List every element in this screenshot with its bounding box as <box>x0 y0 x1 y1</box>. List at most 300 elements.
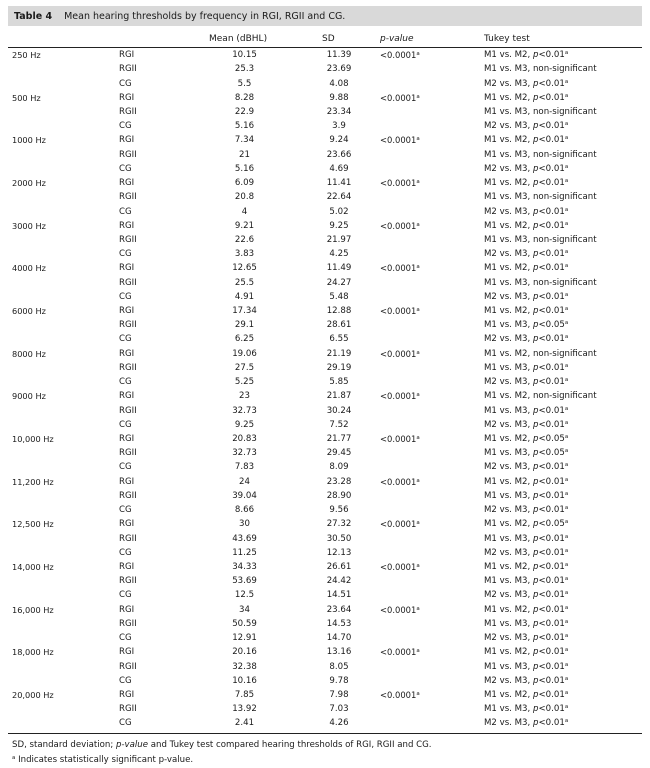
cell-group: RGI <box>119 689 135 700</box>
significance-marker: a <box>564 633 569 640</box>
significance-marker: a <box>564 50 569 57</box>
table-row <box>8 276 642 290</box>
cell-mean: 50.59 <box>232 618 257 629</box>
cell-pvalue <box>380 263 484 273</box>
significance-marker: a <box>564 163 569 170</box>
cell-group: RGII <box>119 576 137 587</box>
table-caption <box>8 6 642 26</box>
cell-tukey <box>484 690 642 700</box>
table-row <box>8 446 642 460</box>
cell-mean: 10.16 <box>232 675 257 686</box>
cell-tukey <box>484 562 642 572</box>
significance-marker: a <box>564 334 569 341</box>
cell-mean: 6.09 <box>234 178 255 189</box>
cell-frequency: 9000 Hz <box>12 391 46 402</box>
significance-marker: a <box>416 264 420 271</box>
significance-marker: a <box>416 307 420 314</box>
cell-tukey <box>484 278 642 288</box>
cell-mean: 5.25 <box>234 377 255 388</box>
cell-sd: 29.45 <box>326 448 352 459</box>
cell-tukey <box>484 320 642 330</box>
cell-tukey <box>484 79 642 89</box>
table-row <box>8 219 642 233</box>
cell-mean: 22.9 <box>234 106 255 117</box>
significance-marker: a <box>564 533 569 540</box>
cell-mean: 43.69 <box>232 533 257 544</box>
tukey-text: M1 vs. M3, p<0.01 <box>484 533 565 544</box>
cell-sd: 7.03 <box>329 704 349 715</box>
tukey-text: M2 vs. M3, p<0.01 <box>484 633 565 644</box>
pvalue-text: <0.0001 <box>380 647 417 658</box>
cell-tukey <box>484 178 642 188</box>
pvalue-text: <0.0001 <box>380 434 417 445</box>
table-footnotes <box>8 739 642 767</box>
cell-mean: 9.21 <box>234 220 255 231</box>
cell-sd: 23.64 <box>326 604 352 615</box>
significance-marker: a <box>416 648 420 655</box>
cell-mean: 23 <box>239 391 250 402</box>
cell-mean: 13.92 <box>232 704 257 715</box>
table-row <box>8 389 642 403</box>
tukey-text: M2 vs. M3, p<0.01 <box>484 590 565 601</box>
cell-sd: 21.87 <box>326 391 352 402</box>
tukey-text: M1 vs. M3, p<0.05 <box>484 320 565 331</box>
significance-marker: a <box>564 547 569 554</box>
cell-mean: 29.1 <box>234 320 255 331</box>
cell-tukey <box>484 662 642 672</box>
cell-mean: 17.34 <box>232 306 257 317</box>
cell-group: CG <box>119 419 132 430</box>
cell-group: RGI <box>119 50 135 61</box>
table-row <box>8 460 642 474</box>
cell-frequency: 20,000 Hz <box>12 689 54 700</box>
table-row <box>8 531 642 545</box>
cell-tukey <box>484 718 642 728</box>
cell-mean: 30 <box>239 519 250 530</box>
table-row <box>8 645 642 659</box>
pvalue-text: <0.0001 <box>380 561 417 572</box>
cell-pvalue <box>380 519 484 529</box>
pvalue-text: <0.0001 <box>380 92 417 103</box>
cell-group: RGI <box>119 178 135 189</box>
cell-sd: 14.51 <box>326 590 352 601</box>
cell-frequency: 12,500 Hz <box>12 519 54 530</box>
cell-frequency: 250 Hz <box>12 50 41 61</box>
cell-sd: 23.66 <box>326 149 352 160</box>
table-row <box>8 631 642 645</box>
tukey-text: M2 vs. M3, p<0.01 <box>484 163 565 174</box>
significance-marker: a <box>416 349 420 356</box>
pvalue-text: <0.0001 <box>380 476 417 487</box>
table-row <box>8 318 642 332</box>
cell-group: CG <box>119 334 132 345</box>
cell-group: CG <box>119 590 132 601</box>
cell-group: RGI <box>119 348 135 359</box>
cell-group: CG <box>119 121 132 132</box>
table-row <box>8 148 642 162</box>
cell-group: RGII <box>119 277 137 288</box>
tukey-text: M2 vs. M3, p<0.01 <box>484 78 565 89</box>
cell-mean: 11.25 <box>232 547 257 558</box>
cell-tukey <box>484 605 642 615</box>
cell-tukey <box>484 207 642 217</box>
tukey-text: M1 vs. M2, p<0.01 <box>484 135 565 146</box>
table-row <box>8 574 642 588</box>
significance-marker: a <box>564 78 569 85</box>
table-row <box>8 347 642 361</box>
cell-tukey <box>484 420 642 430</box>
pvalue-text: <0.0001 <box>380 220 417 231</box>
pvalue-text: <0.0001 <box>380 689 417 700</box>
cell-tukey <box>484 505 642 515</box>
cell-group: RGI <box>119 519 135 530</box>
significance-marker: a <box>564 661 569 668</box>
cell-sd: 21.19 <box>326 348 352 359</box>
table-row <box>8 475 642 489</box>
cell-mean: 5.16 <box>234 121 255 132</box>
pvalue-text: <0.0001 <box>380 263 417 274</box>
tukey-text: M2 vs. M3, p<0.01 <box>484 419 565 430</box>
table-body <box>8 48 642 731</box>
cell-group: RGI <box>119 220 135 231</box>
cell-frequency: 10,000 Hz <box>12 434 54 445</box>
cell-frequency: 16,000 Hz <box>12 604 54 615</box>
cell-group: RGII <box>119 192 137 203</box>
cell-frequency: 1000 Hz <box>12 135 46 146</box>
cell-tukey <box>484 647 642 657</box>
table-row <box>8 290 642 304</box>
cell-group: RGII <box>119 149 137 160</box>
cell-sd: 9.24 <box>329 135 349 146</box>
table-row <box>8 375 642 389</box>
cell-group: RGII <box>119 64 137 75</box>
table-row <box>8 674 642 688</box>
significance-marker: a <box>564 206 569 213</box>
cell-frequency: 6000 Hz <box>12 306 46 317</box>
footnote-significance-text: Indicates statistically significant p-value. <box>18 754 194 765</box>
tukey-text: M2 vs. M3, p<0.01 <box>484 334 565 345</box>
footnote-abbreviations: SD, standard deviation; p-value and Tukey test compared hearing thresholds of RGI, RGII and CG. <box>12 739 432 750</box>
cell-tukey <box>484 704 642 714</box>
table-row <box>8 546 642 560</box>
significance-marker: a <box>564 704 569 711</box>
cell-tukey <box>484 462 642 472</box>
pvalue-text: <0.0001 <box>380 306 417 317</box>
significance-marker: a <box>416 221 420 228</box>
cell-sd: 3.9 <box>332 121 346 132</box>
table-row <box>8 247 642 261</box>
cell-group: CG <box>119 249 132 260</box>
tukey-text: M1 vs. M3, p<0.01 <box>484 490 565 501</box>
cell-sd: 30.24 <box>326 405 352 416</box>
cell-mean: 12.91 <box>232 633 257 644</box>
table-row <box>8 716 642 730</box>
tukey-text: M1 vs. M3, non-significant <box>484 192 597 203</box>
cell-group: RGI <box>119 92 135 103</box>
cell-pvalue <box>380 135 484 145</box>
cell-sd: 8.05 <box>329 661 349 672</box>
cell-pvalue <box>380 690 484 700</box>
footnote-significance <box>12 752 642 767</box>
cell-group: RGII <box>119 618 137 629</box>
cell-sd: 5.02 <box>329 206 349 217</box>
cell-pvalue <box>380 434 484 444</box>
significance-marker: a <box>416 562 420 569</box>
table-row <box>8 560 642 574</box>
significance-marker: a <box>564 519 569 526</box>
significance-marker: a <box>564 448 569 455</box>
cell-tukey <box>484 334 642 344</box>
cell-mean: 20.16 <box>232 647 257 658</box>
cell-mean: 34.33 <box>232 561 257 572</box>
cell-sd: 12.88 <box>326 306 352 317</box>
cell-group: CG <box>119 633 132 644</box>
table-label: Table 4 <box>14 10 53 22</box>
cell-tukey <box>484 121 642 131</box>
cell-mean: 3.83 <box>234 249 255 260</box>
table-row <box>8 91 642 105</box>
cell-group: CG <box>119 547 132 558</box>
cell-sd: 21.77 <box>326 434 352 445</box>
cell-frequency: 11,200 Hz <box>12 476 54 487</box>
cell-mean: 8.28 <box>234 92 255 103</box>
cell-tukey <box>484 349 642 359</box>
cell-mean: 4.91 <box>234 291 255 302</box>
cell-tukey <box>484 548 642 558</box>
pvalue-text: <0.0001 <box>380 519 417 530</box>
cell-pvalue <box>380 647 484 657</box>
cell-tukey <box>484 477 642 487</box>
cell-sd: 4.26 <box>329 718 349 729</box>
cell-sd: 22.64 <box>326 192 352 203</box>
cell-mean: 32.73 <box>232 405 257 416</box>
table-row <box>8 48 642 62</box>
cell-mean: 2.41 <box>234 718 255 729</box>
table-row <box>8 432 642 446</box>
cell-pvalue <box>380 605 484 615</box>
tukey-text: M1 vs. M2, p<0.01 <box>484 263 565 274</box>
significance-marker: a <box>564 718 569 725</box>
cell-mean: 32.38 <box>232 661 257 672</box>
table-row <box>8 617 642 631</box>
pvalue-text: <0.0001 <box>380 135 417 146</box>
tukey-text: M2 vs. M3, p<0.01 <box>484 718 565 729</box>
cell-sd: 23.28 <box>326 476 352 487</box>
cell-tukey <box>484 590 642 600</box>
cell-group: CG <box>119 78 132 89</box>
cell-mean: 25.5 <box>234 277 255 288</box>
significance-marker: a <box>564 434 569 441</box>
cell-sd: 23.69 <box>326 64 352 75</box>
tukey-text: M1 vs. M3, non-significant <box>484 277 597 288</box>
table-row <box>8 688 642 702</box>
cell-tukey <box>484 434 642 444</box>
tukey-text: M1 vs. M2, p<0.01 <box>484 92 565 103</box>
tukey-text: M1 vs. M3, p<0.01 <box>484 618 565 629</box>
table-row <box>8 503 642 517</box>
significance-marker: a <box>564 576 569 583</box>
cell-mean: 24 <box>239 476 250 487</box>
significance-marker: a <box>564 92 569 99</box>
cell-sd: 24.27 <box>326 277 352 288</box>
significance-marker: a <box>416 690 420 697</box>
significance-marker: a <box>564 618 569 625</box>
tukey-text: M1 vs. M3, non-significant <box>484 234 597 245</box>
tukey-text: M2 vs. M3, p<0.01 <box>484 249 565 260</box>
significance-marker: a <box>564 505 569 512</box>
cell-group: RGII <box>119 448 137 459</box>
tukey-text: M2 vs. M3, p<0.01 <box>484 462 565 473</box>
significance-marker: a <box>564 220 569 227</box>
cell-sd: 11.41 <box>326 178 352 189</box>
pvalue-text: <0.0001 <box>380 50 417 61</box>
table-row <box>8 332 642 346</box>
cell-frequency: 3000 Hz <box>12 220 46 231</box>
cell-group: CG <box>119 291 132 302</box>
cell-mean: 39.04 <box>232 490 257 501</box>
cell-group: CG <box>119 675 132 686</box>
table-row <box>8 233 642 247</box>
cell-sd: 4.25 <box>329 249 349 260</box>
cell-mean: 6.25 <box>234 334 255 345</box>
cell-sd: 12.13 <box>326 547 352 558</box>
significance-marker: a <box>564 689 569 696</box>
cell-tukey <box>484 93 642 103</box>
cell-group: RGI <box>119 263 135 274</box>
cell-frequency: 500 Hz <box>12 92 41 103</box>
cell-tukey <box>484 519 642 529</box>
significance-marker: a <box>564 590 569 597</box>
header-mean: Mean (dBHL) <box>209 34 268 44</box>
cell-frequency: 8000 Hz <box>12 348 46 359</box>
cell-tukey <box>484 391 642 401</box>
cell-sd: 28.90 <box>326 490 352 501</box>
significance-marker: a <box>564 291 569 298</box>
cell-sd: 9.88 <box>329 92 349 103</box>
cell-sd: 7.98 <box>329 689 349 700</box>
pvalue-text: <0.0001 <box>380 391 417 402</box>
significance-marker: a <box>416 477 420 484</box>
table-container <box>8 6 642 767</box>
cell-group: RGI <box>119 391 135 402</box>
cell-sd: 21.97 <box>326 234 352 245</box>
significance-marker: a <box>564 405 569 412</box>
significance-marker: a <box>416 51 420 58</box>
cell-tukey <box>484 406 642 416</box>
header-tukey: Tukey test <box>484 34 530 44</box>
significance-marker: a <box>564 135 569 142</box>
cell-group: RGI <box>119 434 135 445</box>
cell-sd: 4.08 <box>329 78 349 89</box>
tukey-text: M1 vs. M2, p<0.01 <box>484 476 565 487</box>
cell-sd: 9.56 <box>329 505 349 516</box>
cell-sd: 26.61 <box>326 561 352 572</box>
cell-frequency: 14,000 Hz <box>12 561 54 572</box>
table-row <box>8 176 642 190</box>
cell-tukey <box>484 135 642 145</box>
tukey-text: M1 vs. M3, p<0.05 <box>484 448 565 459</box>
cell-sd: 9.25 <box>329 220 349 231</box>
cell-sd: 4.69 <box>329 163 349 174</box>
significance-marker: a <box>564 490 569 497</box>
cell-mean: 34 <box>239 604 250 615</box>
tukey-text: M1 vs. M3, p<0.01 <box>484 362 565 373</box>
cell-mean: 25.3 <box>234 64 255 75</box>
significance-marker: a <box>564 604 569 611</box>
significance-marker: a <box>416 435 420 442</box>
significance-marker: a <box>564 377 569 384</box>
cell-mean: 19.06 <box>232 348 257 359</box>
cell-mean: 4 <box>241 206 248 217</box>
cell-tukey <box>484 306 642 316</box>
table-row <box>8 418 642 432</box>
cell-sd: 11.49 <box>326 263 352 274</box>
cell-tukey <box>484 192 642 202</box>
cell-tukey <box>484 107 642 117</box>
header-pvalue: p-value <box>380 34 414 44</box>
cell-group: RGII <box>119 405 137 416</box>
cell-mean: 22.6 <box>234 234 255 245</box>
significance-marker: a <box>416 605 420 612</box>
cell-tukey <box>484 249 642 259</box>
table-title: Mean hearing thresholds by frequency in RGI, RGII and CG. <box>64 10 346 22</box>
tukey-text: M2 vs. M3, p<0.01 <box>484 377 565 388</box>
cell-tukey <box>484 491 642 501</box>
significance-marker: a <box>564 476 569 483</box>
cell-group: CG <box>119 462 132 473</box>
significance-marker: a <box>564 178 569 185</box>
tukey-text: M2 vs. M3, p<0.01 <box>484 547 565 558</box>
cell-mean: 5.16 <box>234 163 255 174</box>
cell-sd: 28.61 <box>326 320 352 331</box>
significance-marker: a <box>416 392 420 399</box>
significance-marker: a <box>416 136 420 143</box>
significance-marker: a <box>564 675 569 682</box>
table-row <box>8 190 642 204</box>
cell-group: RGI <box>119 647 135 658</box>
cell-tukey <box>484 64 642 74</box>
tukey-text: M1 vs. M2, p<0.01 <box>484 220 565 231</box>
table-row <box>8 304 642 318</box>
cell-mean: 20.8 <box>234 192 255 203</box>
significance-marker: a <box>564 362 569 369</box>
tukey-text: M1 vs. M3, non-significant <box>484 149 597 160</box>
table-row <box>8 162 642 176</box>
table-row <box>8 119 642 133</box>
cell-group: RGII <box>119 234 137 245</box>
footnote-marker: a <box>12 754 16 761</box>
cell-group: RGII <box>119 106 137 117</box>
cell-sd: 6.55 <box>329 334 349 345</box>
cell-mean: 12.65 <box>232 263 257 274</box>
cell-mean: 12.5 <box>234 590 255 601</box>
cell-group: RGII <box>119 490 137 501</box>
cell-tukey <box>484 50 642 60</box>
cell-mean: 21 <box>239 149 250 160</box>
cell-sd: 14.53 <box>326 618 352 629</box>
tukey-text: M2 vs. M3, p<0.01 <box>484 121 565 132</box>
significance-marker: a <box>564 249 569 256</box>
tukey-text: M1 vs. M2, p<0.05 <box>484 434 565 445</box>
cell-group: CG <box>119 505 132 516</box>
cell-tukey <box>484 150 642 160</box>
tukey-text: M1 vs. M3, p<0.01 <box>484 661 565 672</box>
cell-mean: 7.85 <box>234 689 255 700</box>
significance-marker: a <box>416 93 420 100</box>
cell-sd: 24.42 <box>326 576 352 587</box>
cell-sd: 13.16 <box>326 647 352 658</box>
cell-pvalue <box>380 50 484 60</box>
